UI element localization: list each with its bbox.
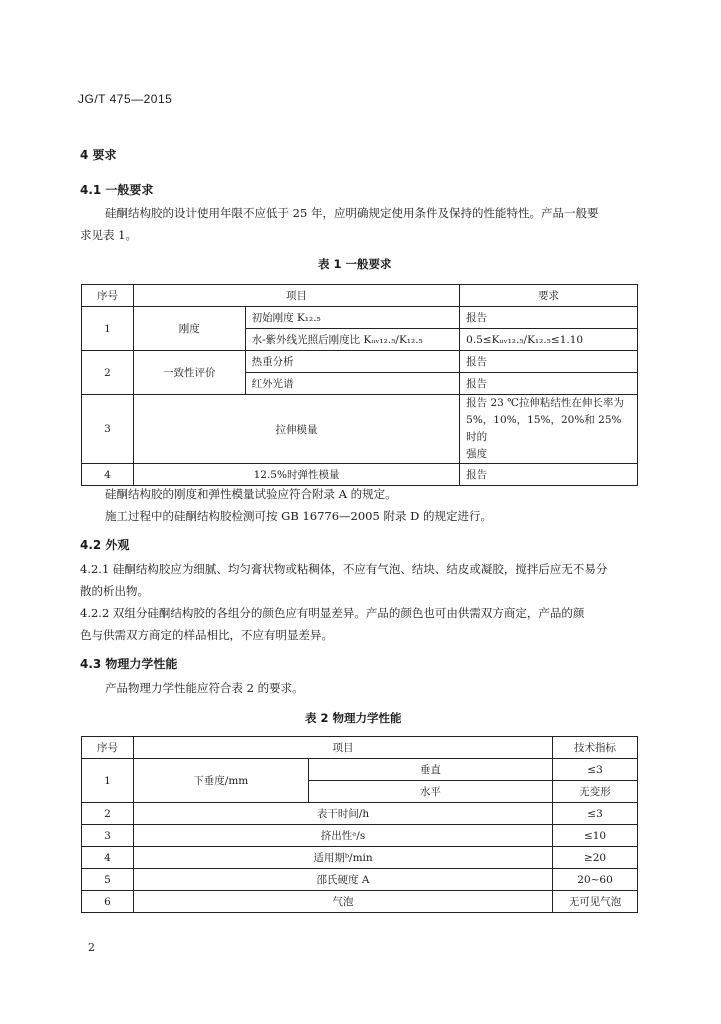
table-cell: 热重分析 [245, 351, 460, 373]
table-cell-multiline [460, 395, 638, 464]
table-cell: 4 [82, 847, 134, 869]
table-cell: 一致性评价 [133, 351, 245, 395]
table-cell: ≥20 [553, 847, 638, 869]
page-number: 2 [88, 941, 95, 954]
section-4-title: 4 要求 [80, 148, 117, 162]
req-line: 报告 23 ℃拉伸粘结性在伸长率为 [466, 397, 624, 409]
table-cell: 报告 [460, 464, 638, 486]
table-cell: 水-紫外线光照后刚度比 Kᵤᵥ₁₂.₅/K₁₂.₅ [245, 329, 460, 351]
table-1-header-item: 项目 [133, 285, 459, 307]
table-cell: 邵氏硬度 A [133, 869, 552, 891]
table-cell: 1 [82, 307, 134, 351]
table-cell: 报告 [460, 307, 638, 329]
clause-4-2-2: 4.2.2 双组分硅酮结构胶的各组分的颜色应有明显差异。产品的颜色也可由供需双方商定，产品的颜 [80, 606, 585, 620]
req-line: 强度 [466, 448, 488, 460]
section-4-1-title: 4.1 一般要求 [80, 183, 154, 197]
clause-4-2-1: 4.2.1 硅酮结构胶应为细腻、均匀膏状物或粘稠体，不应有气泡、结块、结皮或凝胶，搅拌后应无不易分 [80, 562, 608, 576]
table-cell: 红外光谱 [245, 373, 460, 395]
table-cell: 3 [82, 395, 134, 464]
table-cell: 20~60 [553, 869, 638, 891]
table-cell: 无可见气泡 [553, 891, 638, 913]
table-cell: 垂直 [308, 759, 552, 781]
table-2 [81, 736, 638, 913]
table-1-note-1: 硅酮结构胶的刚度和弹性模量试验应符合附录 A 的规定。 [105, 487, 397, 501]
table-cell: ≤3 [553, 759, 638, 781]
table-cell: 2 [82, 351, 134, 395]
table-2-header-no: 序号 [82, 737, 134, 759]
table-cell: 拉伸模量 [133, 395, 459, 464]
section-4-3-title: 4.3 物理力学性能 [80, 657, 178, 671]
table-1-header-no: 序号 [82, 285, 134, 307]
table-cell: 报告 [460, 373, 638, 395]
table-cell: 初始刚度 K₁₂.₅ [245, 307, 460, 329]
table-1-note-2: 施工过程中的硅酮结构胶检测可按 GB 16776—2005 附录 D 的规定进行。 [105, 509, 492, 523]
table-cell: ≤3 [553, 803, 638, 825]
table-cell: 2 [82, 803, 134, 825]
table-cell: 下垂度/mm [133, 759, 308, 803]
table-2-header-item: 项目 [133, 737, 552, 759]
table-cell: 表干时间/h [133, 803, 552, 825]
table-cell: 12.5%时弹性模量 [133, 464, 459, 486]
table-cell: 1 [82, 759, 134, 803]
table-1-caption: 表 1 一般要求 [318, 257, 392, 271]
req-line: 5%，10%，15%，20%和 25%时的 [466, 414, 622, 443]
table-1 [81, 284, 638, 486]
table-cell: 气泡 [133, 891, 552, 913]
table-cell: 刚度 [133, 307, 245, 351]
table-cell: 挤出性ᵃ/s [133, 825, 552, 847]
table-cell: 报告 [460, 351, 638, 373]
table-cell: 适用期ᵇ/min [133, 847, 552, 869]
table-2-caption: 表 2 物理力学性能 [305, 711, 402, 725]
section-4-3-paragraph: 产品物理力学性能应符合表 2 的要求。 [105, 681, 304, 695]
table-cell: 0.5≤Kᵤᵥ₁₂.₅/K₁₂.₅≤1.10 [460, 329, 638, 351]
section-4-1-paragraph: 硅酮结构胶的设计使用年限不应低于 25 年，应明确规定使用条件及保持的性能特性。产品一般要 [105, 206, 599, 220]
table-cell: 4 [82, 464, 134, 486]
table-2-header-value: 技术指标 [553, 737, 638, 759]
section-4-1-paragraph-cont: 求见表 1。 [80, 228, 137, 242]
table-cell: 水平 [308, 781, 552, 803]
table-cell: 5 [82, 869, 134, 891]
clause-4-2-1-cont: 散的析出物。 [80, 584, 149, 598]
table-cell: 3 [82, 825, 134, 847]
table-cell: 无变形 [553, 781, 638, 803]
section-4-2-title: 4.2 外观 [80, 538, 130, 552]
table-1-header-req: 要求 [460, 285, 638, 307]
table-cell: ≤10 [553, 825, 638, 847]
document-header: JG/T 475—2015 [78, 92, 173, 106]
table-cell: 6 [82, 891, 134, 913]
clause-4-2-2-cont: 色与供需双方商定的样品相比，不应有明显差异。 [80, 628, 333, 642]
